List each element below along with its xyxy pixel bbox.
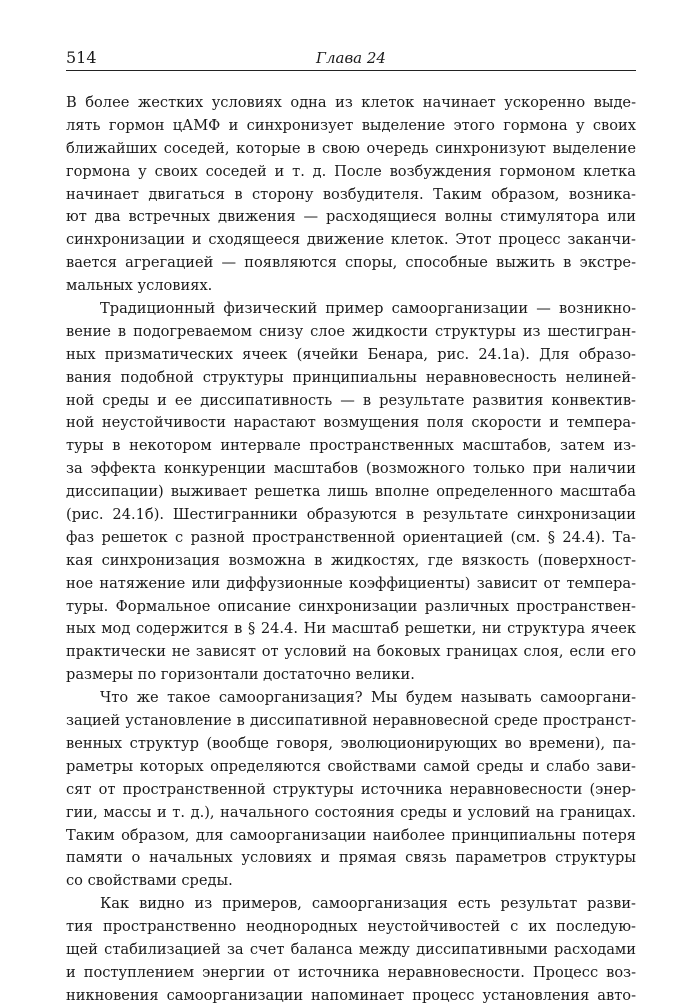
text-line: синхронизации и сходящееся движение клеток. Этот процесс заканчи- xyxy=(66,231,636,249)
text-line: вается агрегацией — появляются споры, способные выжить в экстре- xyxy=(66,254,636,272)
text-line: сят от пространственной структуры источника неравновесности (энер- xyxy=(66,780,636,798)
text-line: мальных условиях. xyxy=(66,277,213,295)
page-header xyxy=(66,46,636,71)
text-line: раметры которых определяются свойствами самой среды и слабо зави- xyxy=(66,757,636,775)
text-line: туры в некотором интервале пространственных масштабов, затем из- xyxy=(66,437,636,455)
paragraph xyxy=(66,893,636,1007)
text-line: за эффекта конкуренции масштабов (возможного только при наличии xyxy=(66,460,636,478)
text-line: ное натяжение или диффузионные коэффициенты) зависит от темпера- xyxy=(66,574,636,592)
text-line: гормона у своих соседей и т. д. После возбуждения гормоном клетка xyxy=(66,162,636,180)
text-line: начинает двигаться в сторону возбудителя. Таким образом, возника- xyxy=(66,185,636,203)
text-line: тия пространственно неоднородных неустойчивостей с их последую- xyxy=(66,918,636,936)
text-line: туры. Формальное описание синхронизации различных пространствен- xyxy=(66,597,636,615)
text-line: и поступлением энергии от источника неравновесности. Процесс воз- xyxy=(66,963,636,981)
paragraph xyxy=(66,92,636,298)
text-line: фаз решеток с разной пространственной ориентацией (см. § 24.4). Та- xyxy=(66,528,636,546)
text-line: вение в подогреваемом снизу слое жидкости структуры из шестигран- xyxy=(66,322,636,340)
text-line: ной среды и ее диссипативность — в результате развития конвектив- xyxy=(66,391,636,409)
text-line: памяти о начальных условиях и прямая связь параметров структуры xyxy=(66,849,636,867)
text-line: венных структур (вообще говоря, эволюционирующих во времени), па- xyxy=(66,734,636,752)
text-line: лять гормон цАМФ и синхронизует выделение этого гормона у своих xyxy=(66,116,636,134)
text-line: В более жестких условиях одна из клеток начинает ускоренно выде- xyxy=(66,94,636,111)
text-line: Что же такое самоорганизация? Мы будем называть самооргани- xyxy=(100,689,636,707)
text-line: ют два встречных движения — расходящиеся волны стимулятора или xyxy=(66,208,636,226)
text-line: кая синхронизация возможна в жидкостях, где вязкость (поверхност- xyxy=(66,551,636,569)
text-line: со свойствами среды. xyxy=(66,872,233,890)
text-line: гии, массы и т. д.), начального состояния среды и условий на границах. xyxy=(66,803,636,821)
body-text xyxy=(66,92,636,1008)
text-line: зацией установление в диссипативной неравновесной среде пространст- xyxy=(66,712,636,730)
chapter-title: Глава 24 xyxy=(316,49,386,67)
text-line: вания подобной структуры принципиальны неравновесность нелиней- xyxy=(66,368,636,386)
text-line: размеры по горизонтали достаточно велики. xyxy=(66,666,415,684)
text-line: диссипации) выживает решетка лишь вполне определенного масштаба xyxy=(66,483,636,501)
text-line: ближайших соседей, которые в свою очередь синхронизуют выделение xyxy=(66,139,636,157)
text-line: ной неустойчивости нарастают возмущения поля скорости и темпера- xyxy=(66,414,636,432)
paragraph xyxy=(66,687,636,893)
text-line: Как видно из примеров, самоорганизация есть результат разви- xyxy=(100,895,636,913)
text-line: ных призматических ячеек (ячейки Бенара, рис. 24.1а). Для образо- xyxy=(66,345,636,363)
text-line: ных мод содержится в § 24.4. Ни масштаб решетки, ни структура ячеек xyxy=(66,620,636,638)
paragraph xyxy=(66,298,636,687)
page-number: 514 xyxy=(66,48,97,67)
text-line: никновения самоорганизации напоминает процесс установления авто- xyxy=(66,986,636,1004)
text-line: (рис. 24.1б). Шестигранники образуются в результате синхронизации xyxy=(66,506,636,524)
text-line: Традиционный физический пример самоорганизации — возникно- xyxy=(100,300,636,318)
text-line: практически не зависят от условий на боковых границах слоя, если его xyxy=(66,643,636,661)
text-line: Таким образом, для самоорганизации наиболее принципиальны потеря xyxy=(66,826,636,844)
text-line: щей стабилизацией за счет баланса между диссипативными расходами xyxy=(66,940,636,958)
